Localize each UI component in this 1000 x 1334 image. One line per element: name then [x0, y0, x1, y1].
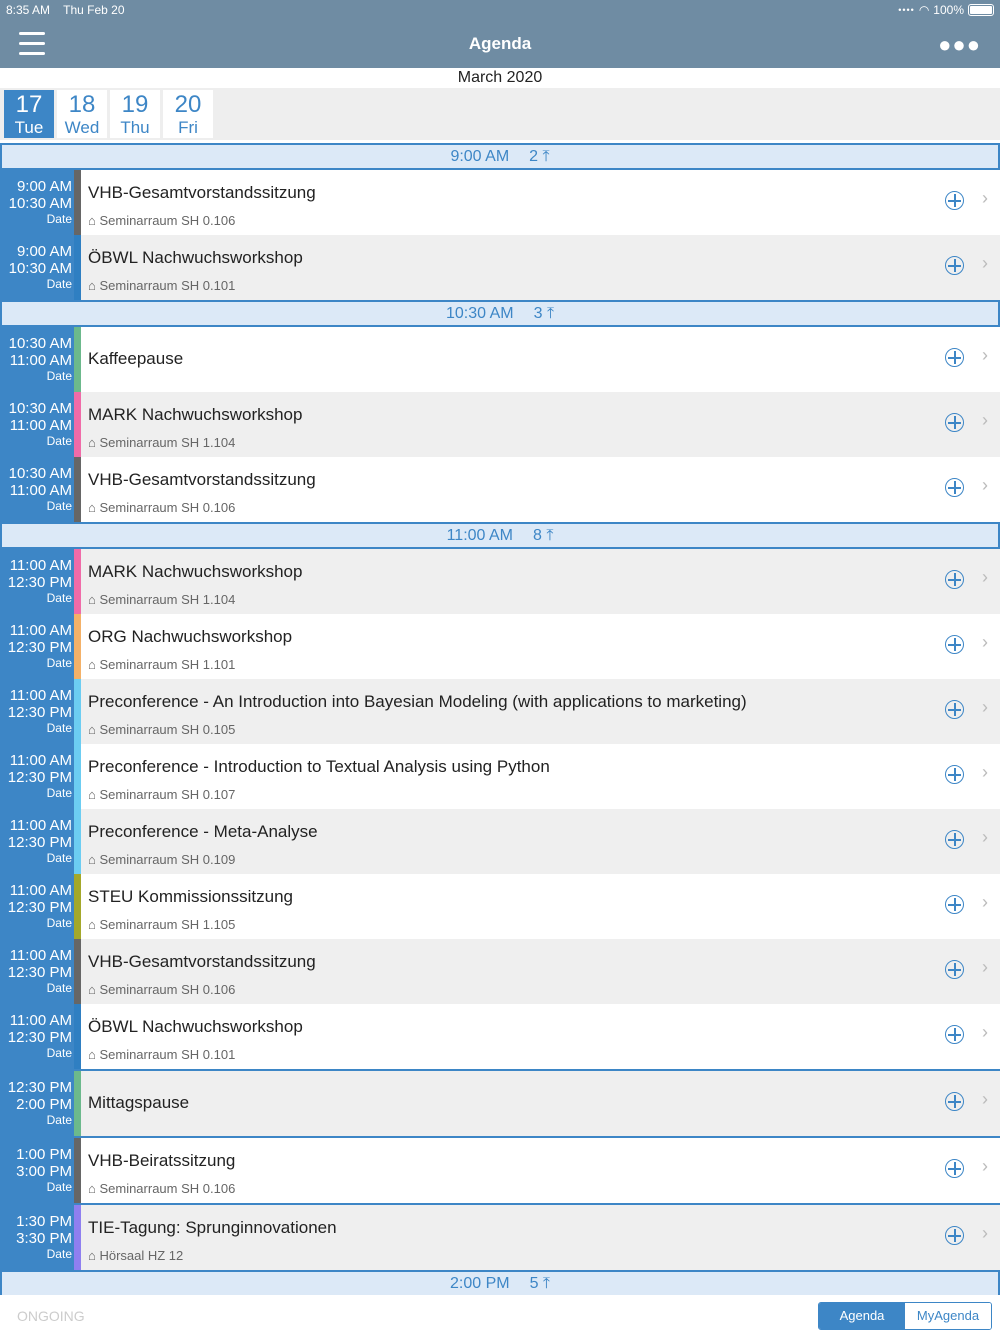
agenda-item[interactable] — [0, 549, 1000, 614]
agenda-item-title: VHB-Gesamtvorstandssitzung — [88, 183, 316, 202]
chevron-right-icon[interactable]: › — [982, 827, 988, 847]
signal-dots-icon: •••• — [898, 5, 915, 15]
day-weekday: Fri — [178, 118, 198, 137]
time-column — [0, 392, 74, 457]
agenda-item-body[interactable] — [81, 457, 1000, 522]
end-time: 3:30 PM — [16, 1230, 72, 1247]
end-time: 11:00 AM — [9, 417, 72, 434]
agenda-item[interactable] — [0, 327, 1000, 392]
category-stripe — [74, 614, 81, 679]
footer-bar — [0, 1295, 1000, 1334]
agenda-item-location: ⌂ Seminarraum SH 0.107 — [88, 787, 236, 802]
view-segmented-control — [818, 1302, 992, 1330]
agenda-item-title: TIE-Tagung: Sprunginnovationen — [88, 1218, 337, 1237]
date-tag: Date — [46, 591, 72, 605]
chevron-right-icon[interactable]: › — [982, 957, 988, 977]
add-to-myagenda-icon[interactable] — [945, 635, 964, 654]
time-column — [0, 744, 74, 809]
time-section-header[interactable] — [0, 300, 1000, 327]
date-tag: Date — [46, 499, 72, 513]
day-tab-20[interactable] — [163, 90, 213, 138]
time-section-header[interactable] — [0, 522, 1000, 549]
category-stripe — [74, 939, 81, 1004]
day-tab-18[interactable] — [57, 90, 107, 138]
section-time: 11:00 AM — [446, 527, 513, 544]
segment-agenda[interactable]: Agenda — [819, 1303, 905, 1329]
agenda-item-body[interactable] — [81, 1138, 1000, 1203]
start-time: 11:00 AM — [9, 1012, 72, 1029]
start-time: 11:00 AM — [9, 882, 72, 899]
add-to-myagenda-icon[interactable] — [945, 1159, 964, 1178]
start-time: 11:00 AM — [9, 687, 72, 704]
status-time: 8:35 AM — [6, 3, 51, 17]
end-time: 12:30 PM — [7, 964, 72, 981]
agenda-item[interactable] — [0, 874, 1000, 939]
end-time: 3:00 PM — [16, 1163, 72, 1180]
date-tag: Date — [46, 434, 72, 448]
time-section-header[interactable] — [0, 1270, 1000, 1295]
date-tag: Date — [46, 277, 72, 291]
agenda-item-body[interactable] — [81, 1205, 1000, 1270]
day-selector — [0, 88, 1000, 140]
agenda-item-location: ⌂ Seminarraum SH 1.101 — [88, 657, 236, 672]
chevron-right-icon[interactable]: › — [982, 1089, 988, 1109]
agenda-item[interactable] — [0, 809, 1000, 874]
category-stripe — [74, 457, 81, 522]
section-count: 5 ⤒ — [529, 1275, 550, 1292]
agenda-item-body[interactable] — [81, 939, 1000, 1004]
day-number: 19 — [121, 91, 149, 118]
status-date: Thu Feb 20 — [63, 3, 125, 17]
agenda-item-title: Preconference - Introduction to Textual Analysis using Python — [88, 757, 550, 776]
day-weekday: Wed — [64, 118, 100, 137]
agenda-item-location: ⌂ Seminarraum SH 0.101 — [88, 278, 236, 293]
add-to-myagenda-icon[interactable] — [945, 348, 964, 367]
end-time: 12:30 PM — [7, 1029, 72, 1046]
agenda-item[interactable] — [0, 392, 1000, 457]
agenda-item-title: Preconference - Meta-Analyse — [88, 822, 318, 841]
chevron-right-icon[interactable]: › — [982, 892, 988, 912]
chevron-right-icon[interactable]: › — [982, 632, 988, 652]
section-time: 2:00 PM — [449, 1275, 510, 1292]
date-tag: Date — [46, 369, 72, 383]
section-time: 10:30 AM — [445, 305, 514, 322]
agenda-item-body[interactable] — [81, 809, 1000, 874]
start-time: 11:00 AM — [9, 817, 72, 834]
section-time: 9:00 AM — [450, 148, 510, 165]
chevron-right-icon[interactable]: › — [982, 188, 988, 208]
agenda-item-title: VHB-Beiratssitzung — [88, 1151, 236, 1170]
chevron-right-icon[interactable]: › — [982, 475, 988, 495]
add-to-myagenda-icon[interactable] — [945, 191, 964, 210]
category-stripe — [74, 1004, 81, 1069]
agenda-item-title: STEU Kommissionssitzung — [88, 887, 294, 906]
start-time: 9:00 AM — [16, 243, 72, 260]
add-to-myagenda-icon[interactable] — [945, 1092, 964, 1111]
start-time: 11:00 AM — [9, 752, 72, 769]
agenda-item-title: ORG Nachwuchsworkshop — [88, 627, 293, 646]
time-column — [0, 457, 74, 522]
agenda-item-location: ⌂ Seminarraum SH 0.109 — [88, 852, 236, 867]
agenda-list[interactable] — [0, 143, 1000, 1295]
end-time: 12:30 PM — [7, 769, 72, 786]
agenda-item-title: ÖBWL Nachwuchsworkshop — [88, 1017, 303, 1036]
end-time: 11:00 AM — [9, 352, 72, 369]
agenda-item[interactable] — [0, 1136, 1000, 1203]
segment-myagenda[interactable]: MyAgenda — [905, 1303, 991, 1329]
end-time: 2:00 PM — [16, 1096, 72, 1113]
time-column — [0, 939, 74, 1004]
date-tag: Date — [46, 212, 72, 226]
time-column — [0, 874, 74, 939]
agenda-item[interactable] — [0, 235, 1000, 300]
category-stripe — [74, 392, 81, 457]
date-tag: Date — [46, 786, 72, 800]
date-tag: Date — [46, 1247, 72, 1261]
chevron-right-icon[interactable]: › — [982, 345, 988, 365]
day-weekday: Thu — [120, 118, 150, 137]
add-to-myagenda-icon[interactable] — [945, 413, 964, 432]
add-to-myagenda-icon[interactable] — [945, 765, 964, 784]
month-label: March 2020 — [457, 69, 543, 86]
date-tag: Date — [46, 1046, 72, 1060]
category-stripe — [74, 1138, 81, 1203]
agenda-item-body[interactable] — [81, 235, 1000, 300]
add-to-myagenda-icon[interactable] — [945, 830, 964, 849]
nav-bar — [0, 20, 1000, 68]
agenda-item[interactable] — [0, 679, 1000, 744]
start-time: 10:30 AM — [8, 335, 72, 352]
add-to-myagenda-icon[interactable] — [945, 570, 964, 589]
chevron-right-icon[interactable]: › — [982, 410, 988, 430]
category-stripe — [74, 809, 81, 874]
category-stripe — [74, 874, 81, 939]
date-tag: Date — [46, 1180, 72, 1194]
agenda-item-location: ⌂ Seminarraum SH 1.105 — [88, 917, 236, 932]
end-time: 12:30 PM — [7, 574, 72, 591]
chevron-right-icon[interactable]: › — [982, 253, 988, 273]
agenda-item-body[interactable] — [81, 1071, 1000, 1136]
time-column — [0, 170, 74, 235]
battery-percent: 100% — [933, 3, 964, 17]
agenda-item-title: VHB-Gesamtvorstandssitzung — [88, 952, 316, 971]
start-time: 1:00 PM — [16, 1146, 72, 1163]
wifi-icon: ◠ — [918, 3, 930, 17]
add-to-myagenda-icon[interactable] — [945, 960, 964, 979]
add-to-myagenda-icon[interactable] — [945, 700, 964, 719]
status-bar — [0, 0, 1000, 20]
add-to-myagenda-icon[interactable] — [945, 256, 964, 275]
start-time: 11:00 AM — [9, 557, 72, 574]
day-number: 17 — [15, 91, 43, 118]
more-options-icon[interactable]: ●●● — [938, 32, 981, 57]
agenda-item-location: ⌂ Hörsaal HZ 12 — [88, 1248, 184, 1263]
agenda-item[interactable] — [0, 1004, 1000, 1069]
time-column — [0, 235, 74, 300]
time-section-header[interactable] — [0, 143, 1000, 170]
date-tag: Date — [46, 1113, 72, 1127]
agenda-item-body[interactable] — [81, 549, 1000, 614]
end-time: 10:30 AM — [8, 260, 72, 277]
add-to-myagenda-icon[interactable] — [945, 1226, 964, 1245]
agenda-item-location: ⌂ Seminarraum SH 0.106 — [88, 500, 236, 515]
add-to-myagenda-icon[interactable] — [945, 1025, 964, 1044]
agenda-item[interactable] — [0, 170, 1000, 235]
start-time: 11:00 AM — [9, 622, 72, 639]
chevron-right-icon[interactable]: › — [982, 567, 988, 587]
add-to-myagenda-icon[interactable] — [945, 478, 964, 497]
agenda-item-location: ⌂ Seminarraum SH 0.106 — [88, 982, 236, 997]
agenda-item-body[interactable] — [81, 614, 1000, 679]
add-to-myagenda-icon[interactable] — [945, 895, 964, 914]
chevron-right-icon[interactable]: › — [982, 697, 988, 717]
start-time: 1:30 PM — [16, 1213, 72, 1230]
agenda-item-body[interactable] — [81, 1004, 1000, 1069]
start-time: 12:30 PM — [7, 1079, 72, 1096]
end-time: 12:30 PM — [7, 639, 72, 656]
chevron-right-icon[interactable]: › — [982, 1223, 988, 1243]
day-number: 20 — [174, 91, 202, 118]
time-column — [0, 614, 74, 679]
end-time: 10:30 AM — [8, 195, 72, 212]
time-column — [0, 549, 74, 614]
agenda-item-title: ÖBWL Nachwuchsworkshop — [88, 248, 303, 267]
end-time: 11:00 AM — [9, 482, 72, 499]
chevron-right-icon[interactable]: › — [982, 762, 988, 782]
agenda-item[interactable] — [0, 1203, 1000, 1270]
end-time: 12:30 PM — [7, 899, 72, 916]
agenda-item-location: ⌂ Seminarraum SH 0.105 — [88, 722, 236, 737]
date-tag: Date — [46, 656, 72, 670]
category-stripe — [74, 549, 81, 614]
time-column — [0, 1071, 74, 1136]
date-tag: Date — [46, 981, 72, 995]
start-time: 10:30 AM — [8, 400, 72, 417]
agenda-item-location: ⌂ Seminarraum SH 0.106 — [88, 1181, 236, 1196]
start-time: 9:00 AM — [16, 178, 72, 195]
section-count: 3 ⤒ — [533, 305, 555, 322]
time-column — [0, 1004, 74, 1069]
time-column — [0, 327, 74, 392]
day-number: 18 — [68, 91, 96, 118]
category-stripe — [74, 1071, 81, 1136]
agenda-item-title: Kaffeepause — [88, 349, 184, 368]
agenda-item-location: ⌂ Seminarraum SH 1.104 — [88, 592, 236, 607]
category-stripe — [74, 235, 81, 300]
agenda-item-location: ⌂ Seminarraum SH 1.104 — [88, 435, 236, 450]
date-tag: Date — [46, 721, 72, 735]
time-column — [0, 1138, 74, 1203]
day-tab-17[interactable] — [4, 90, 54, 138]
agenda-item[interactable] — [0, 457, 1000, 522]
agenda-item-body[interactable] — [81, 679, 1000, 744]
category-stripe — [74, 327, 81, 392]
page-title: Agenda — [468, 34, 532, 53]
end-time: 12:30 PM — [7, 834, 72, 851]
section-count: 2 ⤒ — [529, 148, 550, 165]
agenda-item-body[interactable] — [81, 874, 1000, 939]
time-column — [0, 809, 74, 874]
category-stripe — [74, 170, 81, 235]
time-column — [0, 1205, 74, 1270]
agenda-item-body[interactable] — [81, 744, 1000, 809]
category-stripe — [74, 744, 81, 809]
agenda-item-body[interactable] — [81, 327, 1000, 392]
agenda-item-title: Preconference - An Introduction into Bayesian Modeling (with applications to marketing) — [88, 692, 747, 711]
category-stripe — [74, 679, 81, 744]
agenda-item-title: MARK Nachwuchsworkshop — [88, 562, 303, 581]
chevron-right-icon[interactable]: › — [982, 1022, 988, 1042]
agenda-item-title: Mittagspause — [88, 1093, 190, 1112]
agenda-item[interactable] — [0, 744, 1000, 809]
section-count: 8 ⤒ — [533, 527, 554, 544]
agenda-item-title: MARK Nachwuchsworkshop — [88, 405, 303, 424]
agenda-item-body[interactable] — [81, 392, 1000, 457]
agenda-item[interactable] — [0, 939, 1000, 1004]
agenda-item[interactable] — [0, 614, 1000, 679]
agenda-item[interactable] — [0, 1069, 1000, 1136]
day-weekday: Tue — [14, 118, 44, 137]
start-time: 11:00 AM — [9, 947, 72, 964]
agenda-item-location: ⌂ Seminarraum SH 0.101 — [88, 1047, 236, 1062]
category-stripe — [74, 1205, 81, 1270]
chevron-right-icon[interactable]: › — [982, 1156, 988, 1176]
end-time: 12:30 PM — [7, 704, 72, 721]
start-time: 10:30 AM — [8, 465, 72, 482]
battery-icon — [968, 4, 994, 16]
agenda-item-title: VHB-Gesamtvorstandssitzung — [88, 470, 316, 489]
time-column — [0, 679, 74, 744]
date-tag: Date — [46, 916, 72, 930]
agenda-item-body[interactable] — [81, 170, 1000, 235]
date-tag: Date — [46, 851, 72, 865]
ongoing-label[interactable]: ONGOING — [17, 1308, 85, 1324]
day-tab-19[interactable] — [110, 90, 160, 138]
agenda-item-location: ⌂ Seminarraum SH 0.106 — [88, 213, 236, 228]
